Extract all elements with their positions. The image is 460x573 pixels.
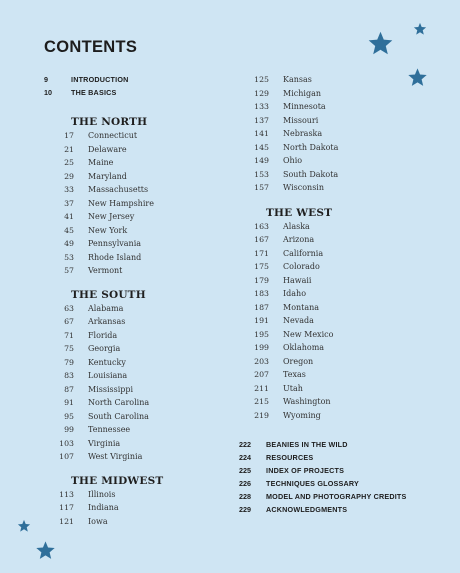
toc-page-number: 125 (254, 75, 269, 84)
toc-page-number: 175 (254, 262, 269, 271)
toc-page-number: 121 (59, 516, 74, 526)
toc-entry[interactable] (239, 114, 439, 128)
toc-page-number: 41 (64, 212, 74, 221)
toc-entry-title: Georgia (88, 344, 121, 353)
toc-entry[interactable] (44, 237, 244, 251)
toc-page-number: 163 (254, 221, 269, 231)
toc-entry[interactable] (239, 233, 439, 247)
toc-page-number: 137 (254, 115, 269, 125)
toc-page-number: 228 (239, 492, 251, 501)
toc-entry-title: Indiana (88, 503, 119, 512)
toc-entry[interactable] (44, 143, 244, 157)
toc-entry-title: New Hampshire (88, 198, 154, 208)
toc-entry[interactable] (44, 342, 244, 356)
toc-entry[interactable] (239, 341, 439, 355)
toc-entry-title: Tennessee (88, 425, 131, 434)
toc-entry-title: Idaho (283, 289, 307, 298)
toc-page-number: 179 (254, 275, 269, 285)
toc-page-number: 224 (239, 453, 251, 462)
star-icon (35, 540, 56, 561)
toc-entry-title: Washington (283, 397, 331, 406)
toc-page-number: 21 (64, 144, 74, 154)
toc-entry-title: Delaware (88, 144, 127, 154)
toc-entry-title: Maryland (88, 171, 127, 181)
toc-entry[interactable] (239, 438, 439, 451)
star-icon (17, 519, 31, 533)
toc-page-number: 219 (254, 410, 269, 420)
toc-page-number: 83 (64, 371, 74, 380)
toc-entry[interactable] (44, 170, 244, 184)
toc-entry-title: Oklahoma (283, 343, 325, 352)
toc-page-number: 87 (64, 384, 74, 394)
toc-entry[interactable] (44, 369, 244, 383)
section-list-west (239, 220, 439, 423)
toc-entry-title: Vermont (88, 266, 123, 275)
toc-entry[interactable] (44, 302, 244, 316)
toc-page-number: 203 (254, 356, 269, 366)
toc-entry[interactable] (44, 410, 244, 424)
toc-entry[interactable] (44, 251, 244, 265)
toc-entry-title: Wisconsin (283, 183, 325, 192)
toc-column-right (239, 73, 439, 516)
toc-entry[interactable] (239, 181, 439, 195)
toc-entry[interactable] (239, 368, 439, 382)
toc-entry-title: Kansas (283, 75, 312, 84)
toc-entry-title: Missouri (283, 115, 319, 125)
toc-entry[interactable] (239, 503, 439, 516)
toc-page-number: 17 (64, 131, 74, 140)
toc-entry-title: Florida (88, 330, 118, 340)
toc-entry-title: Pennsylvania (88, 239, 142, 248)
toc-page-number: 75 (64, 344, 74, 353)
toc-entry[interactable] (239, 247, 439, 261)
toc-entry-title: West Virginia (88, 452, 143, 461)
toc-page-number: 226 (239, 479, 251, 488)
toc-page-number: 9 (44, 75, 48, 84)
toc-entry-title: South Dakota (283, 169, 339, 179)
toc-entry[interactable] (239, 127, 439, 141)
toc-entry[interactable] (44, 315, 244, 329)
toc-entry[interactable] (239, 168, 439, 182)
toc-entry-title: Connecticut (88, 131, 138, 140)
toc-entry[interactable] (44, 396, 244, 410)
toc-entry-title: Alabama (88, 303, 124, 313)
toc-entry[interactable] (239, 490, 439, 503)
toc-page-number: 10 (44, 88, 52, 97)
toc-entry-title: Minnesota (283, 102, 326, 111)
section-heading-midwest: THE MIDWEST (71, 474, 164, 487)
toc-entry[interactable] (239, 220, 439, 234)
toc-page-number: 225 (239, 466, 251, 475)
toc-entry[interactable] (239, 73, 439, 87)
toc-entry[interactable] (239, 451, 439, 464)
toc-page-number: 79 (64, 357, 74, 367)
toc-entry-title: INTRODUCTION (71, 75, 129, 84)
toc-entry-title: INDEX OF PROJECTS (266, 466, 345, 475)
toc-entry[interactable] (44, 329, 244, 343)
toc-page-number: 191 (254, 316, 269, 325)
toc-entry-title: Illinois (88, 489, 116, 499)
toc-page-number: 29 (64, 171, 74, 181)
toc-page-number: 103 (59, 438, 74, 448)
toc-page-number: 229 (239, 505, 251, 514)
toc-entry-title: Nevada (283, 316, 314, 325)
toc-entry[interactable] (239, 355, 439, 369)
toc-entry[interactable] (239, 100, 439, 114)
section-heading-north: THE NORTH (71, 116, 148, 128)
toc-page-number: 149 (254, 156, 269, 165)
toc-page-number: 113 (59, 489, 74, 499)
page-title: CONTENTS (44, 38, 138, 56)
toc-page-number: 187 (254, 302, 269, 312)
toc-page-number: 53 (64, 252, 74, 262)
toc-page-number: 133 (254, 102, 269, 111)
toc-entry-title: Alaska (283, 221, 310, 231)
toc-entry[interactable] (239, 154, 439, 168)
toc-page-number: 167 (254, 235, 269, 244)
toc-entry-title: Massachusetts (88, 185, 149, 194)
toc-entry[interactable] (44, 437, 244, 451)
toc-page-number: 215 (254, 397, 269, 406)
toc-entry[interactable] (44, 86, 244, 99)
toc-page-number: 99 (64, 425, 74, 434)
toc-entry-title: Wyoming (283, 410, 321, 420)
toc-entry-title: Iowa (88, 516, 108, 526)
section-list-midwest (44, 488, 244, 529)
toc-entry-title: Utah (283, 383, 303, 393)
toc-entry[interactable] (239, 260, 439, 274)
toc-entry-title: Kentucky (88, 357, 126, 367)
toc-entry[interactable] (44, 129, 244, 143)
toc-page-number: 107 (59, 452, 74, 461)
toc-page-number: 25 (64, 158, 74, 167)
toc-entry[interactable] (44, 210, 244, 224)
toc-entry-title: Ohio (283, 156, 303, 165)
toc-entry[interactable] (44, 73, 244, 86)
toc-entry[interactable] (239, 395, 439, 409)
toc-page-number: 33 (64, 185, 74, 194)
toc-entry[interactable] (239, 409, 439, 423)
section-list-north (44, 129, 244, 278)
toc-entry-title: BEANIES IN THE WILD (266, 440, 348, 449)
toc-entry-title: Arizona (283, 235, 315, 244)
toc-entry-title: TECHNIQUES GLOSSARY (266, 479, 359, 488)
toc-page-number: 207 (254, 370, 269, 379)
star-icon (367, 30, 394, 57)
toc-entry[interactable] (44, 183, 244, 197)
toc-entry-title: California (283, 248, 324, 258)
toc-entry[interactable] (44, 515, 244, 529)
toc-entry-title: Montana (283, 302, 320, 312)
toc-entry[interactable] (44, 383, 244, 397)
section-list-midwest-continued (239, 73, 439, 195)
toc-page-number: 141 (254, 129, 269, 138)
toc-entry[interactable] (239, 141, 439, 155)
toc-entry-title: South Carolina (88, 411, 149, 421)
toc-entry-title: Virginia (88, 438, 121, 448)
toc-entry-title: Maine (88, 158, 114, 167)
toc-page-number: 91 (64, 398, 74, 407)
toc-entry[interactable] (239, 328, 439, 342)
toc-page-number: 63 (64, 303, 74, 313)
toc-page-number: 49 (64, 239, 74, 248)
toc-page-number: 129 (254, 88, 269, 98)
toc-entry[interactable] (239, 464, 439, 477)
section-list-south (44, 302, 244, 464)
toc-entry[interactable] (239, 287, 439, 301)
toc-entry[interactable] (239, 477, 439, 490)
toc-entry[interactable] (239, 382, 439, 396)
toc-entry[interactable] (44, 450, 244, 464)
toc-page-number: 183 (254, 289, 269, 298)
toc-entry[interactable] (44, 197, 244, 211)
toc-column-left (44, 73, 244, 528)
toc-entry[interactable] (44, 423, 244, 437)
toc-entry-title: North Dakota (283, 142, 339, 152)
toc-page-number: 45 (64, 225, 74, 235)
star-icon (413, 22, 427, 36)
toc-entry[interactable] (44, 501, 244, 515)
toc-entry[interactable] (44, 224, 244, 238)
toc-entry-title: Michigan (283, 88, 321, 98)
toc-entry[interactable] (239, 314, 439, 328)
toc-entry-title: Rhode Island (88, 252, 142, 262)
toc-entry[interactable] (44, 156, 244, 170)
toc-page-number: 71 (64, 330, 74, 340)
toc-page-number: 145 (254, 142, 269, 152)
toc-page-number: 153 (254, 169, 269, 179)
toc-entry-title: THE BASICS (71, 88, 117, 97)
toc-entry-title: MODEL AND PHOTOGRAPHY CREDITS (266, 492, 407, 501)
back-matter-list (239, 438, 439, 516)
toc-entry[interactable] (239, 87, 439, 101)
toc-entry[interactable] (44, 356, 244, 370)
toc-page-number: 95 (64, 411, 74, 421)
toc-page-number: 117 (59, 503, 74, 512)
toc-entry-title: Texas (283, 370, 306, 379)
toc-entry[interactable] (239, 301, 439, 315)
toc-entry-title: Colorado (283, 262, 320, 271)
toc-page-number: 199 (254, 343, 269, 352)
section-heading-south: THE SOUTH (71, 288, 146, 301)
toc-entry[interactable] (239, 274, 439, 288)
toc-entry-title: New Mexico (283, 329, 334, 339)
toc-entry-title: North Carolina (88, 398, 150, 407)
toc-entry[interactable] (44, 488, 244, 502)
toc-entry-title: Hawaii (283, 275, 312, 285)
toc-entry-title: Louisiana (88, 371, 128, 380)
toc-page-number: 222 (239, 440, 251, 449)
toc-page-number: 157 (254, 183, 269, 192)
toc-entry-title: Nebraska (283, 129, 323, 138)
toc-entry-title: Arkansas (88, 317, 126, 326)
toc-page-number: 67 (64, 317, 74, 326)
toc-page-number: 195 (254, 329, 269, 339)
toc-entry-title: New Jersey (88, 212, 135, 221)
toc-entry-title: ACKNOWLEDGMENTS (266, 505, 348, 514)
toc-page-number: 171 (254, 248, 269, 258)
toc-entry-title: Oregon (283, 356, 314, 366)
toc-page-number: 37 (64, 198, 74, 208)
section-heading-west: THE WEST (266, 206, 333, 219)
toc-entry[interactable] (44, 264, 244, 278)
toc-page-number: 211 (254, 383, 269, 393)
toc-page-number: 57 (64, 266, 74, 275)
toc-entry-title: New York (88, 225, 128, 235)
toc-entry-title: Mississippi (88, 384, 134, 394)
toc-entry-title: RESOURCES (266, 453, 314, 462)
